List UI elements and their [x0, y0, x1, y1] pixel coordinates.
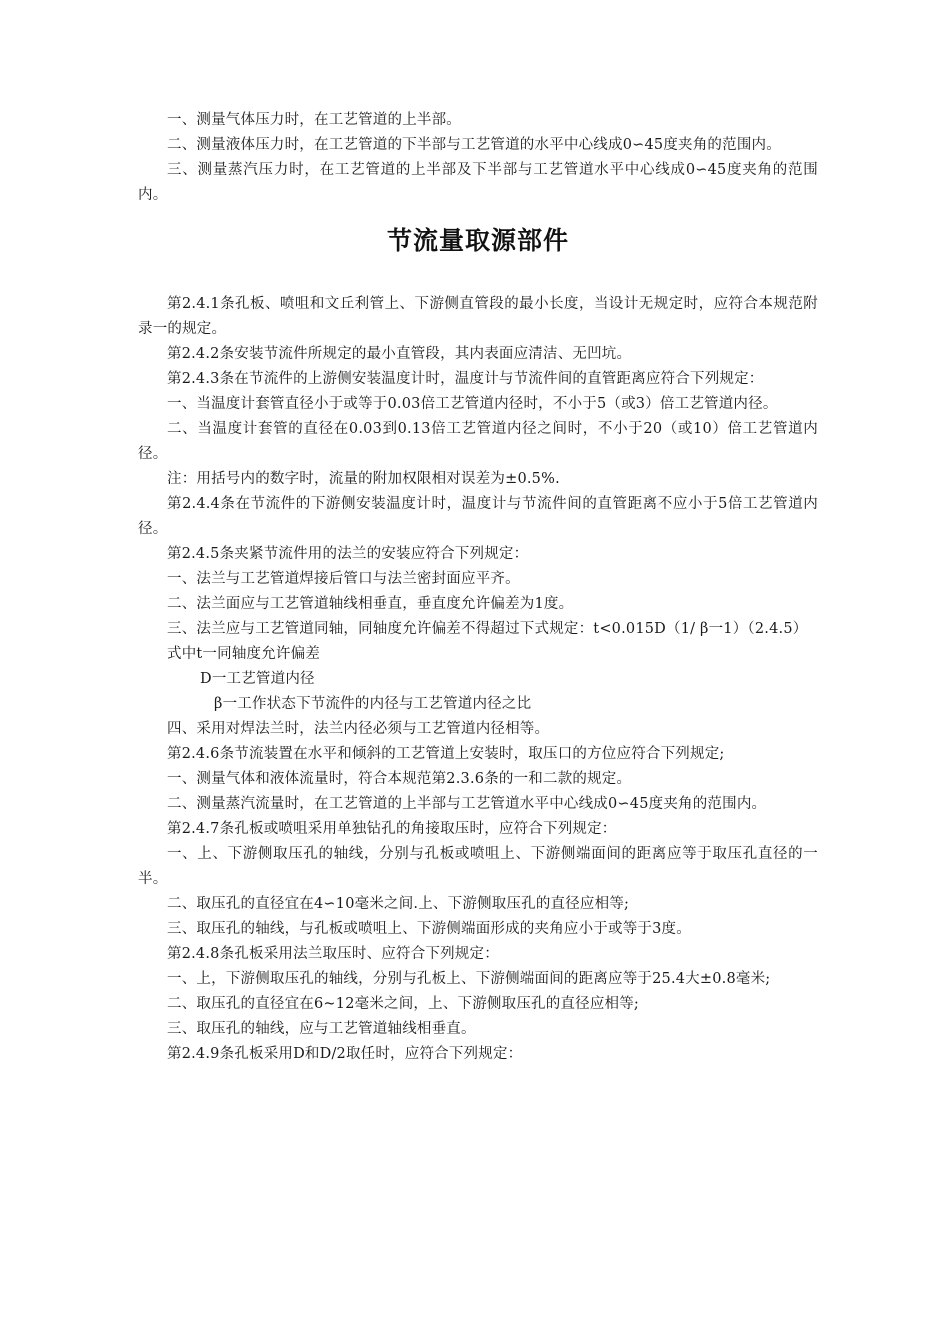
- paragraph: 二、取压孔的直径宜在6~12毫米之间，上、下游侧取压孔的直径应相等;: [167, 996, 640, 1012]
- paragraph: 第2.4.2条安装节流件所规定的最小直管段，其内表面应清洁、无凹坑。: [167, 346, 632, 362]
- formula-paragraph: 三、法兰应与工艺管道同轴，同轴度允许偏差不得超过下式规定：t<0.015D（1/ β一1）（2.4.5）: [167, 621, 808, 637]
- paragraph: 一、上、下游侧取压孔的轴线，分别与孔板或喷咀上、下游侧端面间的距离应等于取压孔直径的一半。: [138, 846, 818, 887]
- paragraph: 三、取压孔的轴线，应与工艺管道轴线相垂直。: [167, 1021, 476, 1037]
- paragraph: 一、当温度计套管直径小于或等于0.03倍工艺管道内径时，不小于5（或3）倍工艺管道内径。: [167, 396, 778, 412]
- definition-beta: β一工作状态下节流件的内径与工艺管道内径之比: [214, 696, 532, 712]
- paragraph: 第2.4.5条夹紧节流件用的法兰的安装应符合下列规定：: [167, 546, 529, 562]
- formula-legend: 式中t一同轴度允许偏差: [167, 646, 321, 662]
- document-page: [138, 108, 818, 1067]
- paragraph: 一、上，下游侧取压孔的轴线，分别与孔板上、下游侧端面间的距离应等于25.4大±0.8毫米;: [167, 971, 771, 987]
- paragraph: 第2.4.3条在节流件的上游侧安装温度计时，温度计与节流件间的直管距离应符合下列规定：: [167, 371, 764, 387]
- paragraph: 二、取压孔的直径宜在4∽10毫米之间.上、下游侧取压孔的直径应相等;: [167, 896, 630, 912]
- paragraph: 二、法兰面应与工艺管道轴线相垂直，垂直度允许偏差为1度。: [167, 596, 574, 612]
- paragraph: 三、测量蒸汽压力时，在工艺管道的上半部及下半部与工艺管道水平中心线成0∽45度夹角的范围内。: [138, 162, 818, 203]
- note: 注：用括号内的数字时，流量的附加权限相对误差为±0.5%.: [167, 471, 560, 487]
- paragraph: 第2.4.9条孔板采用D和D/2取任时，应符合下列规定：: [167, 1046, 523, 1062]
- definition-d: D一工艺管道内径: [200, 671, 315, 687]
- paragraph: 第2.4.6条节流装置在水平和倾斜的工艺管道上安装时，取压口的方位应符合下列规定;: [167, 746, 725, 762]
- paragraph: 第2.4.8条孔板采用法兰取压时、应符合下列规定：: [167, 946, 499, 962]
- paragraph: 第2.4.7条孔板或喷咀采用单独钻孔的角接取压时，应符合下列规定：: [167, 821, 617, 837]
- paragraph: 二、当温度计套管的直径在0.03到0.13倍工艺管道内径之间时，不小于20（或10）倍工艺管道内径。: [138, 421, 818, 462]
- paragraph: 二、测量蒸汽流量时，在工艺管道的上半部与工艺管道水平中心线成0∽45度夹角的范围内。: [167, 796, 767, 812]
- paragraph: 第2.4.1条孔板、喷咀和文丘利管上、下游侧直管段的最小长度，当设计无规定时，应符合本规范附录一的规定。: [138, 296, 818, 337]
- section-heading: 节流量取源部件: [386, 226, 569, 255]
- paragraph: 三、取压孔的轴线，与孔板或喷咀上、下游侧端面形成的夹角应小于或等于3度。: [167, 921, 691, 937]
- paragraph: 第2.4.4条在节流件的下游侧安装温度计时，温度计与节流件间的直管距离不应小于5倍工艺管道内径。: [138, 496, 818, 537]
- paragraph: 二、测量液体压力时，在工艺管道的下半部与工艺管道的水平中心线成0∽45度夹角的范围内。: [167, 137, 781, 153]
- paragraph: 四、采用对焊法兰时，法兰内径必须与工艺管道内径相等。: [167, 721, 550, 737]
- paragraph: 一、测量气体压力时，在工艺管道的上半部。: [167, 112, 461, 128]
- paragraph: 一、测量气体和液体流量时，符合本规范第2.3.6条的一和二款的规定。: [167, 771, 632, 787]
- paragraph: 一、法兰与工艺管道焊接后管口与法兰密封面应平齐。: [167, 571, 520, 587]
